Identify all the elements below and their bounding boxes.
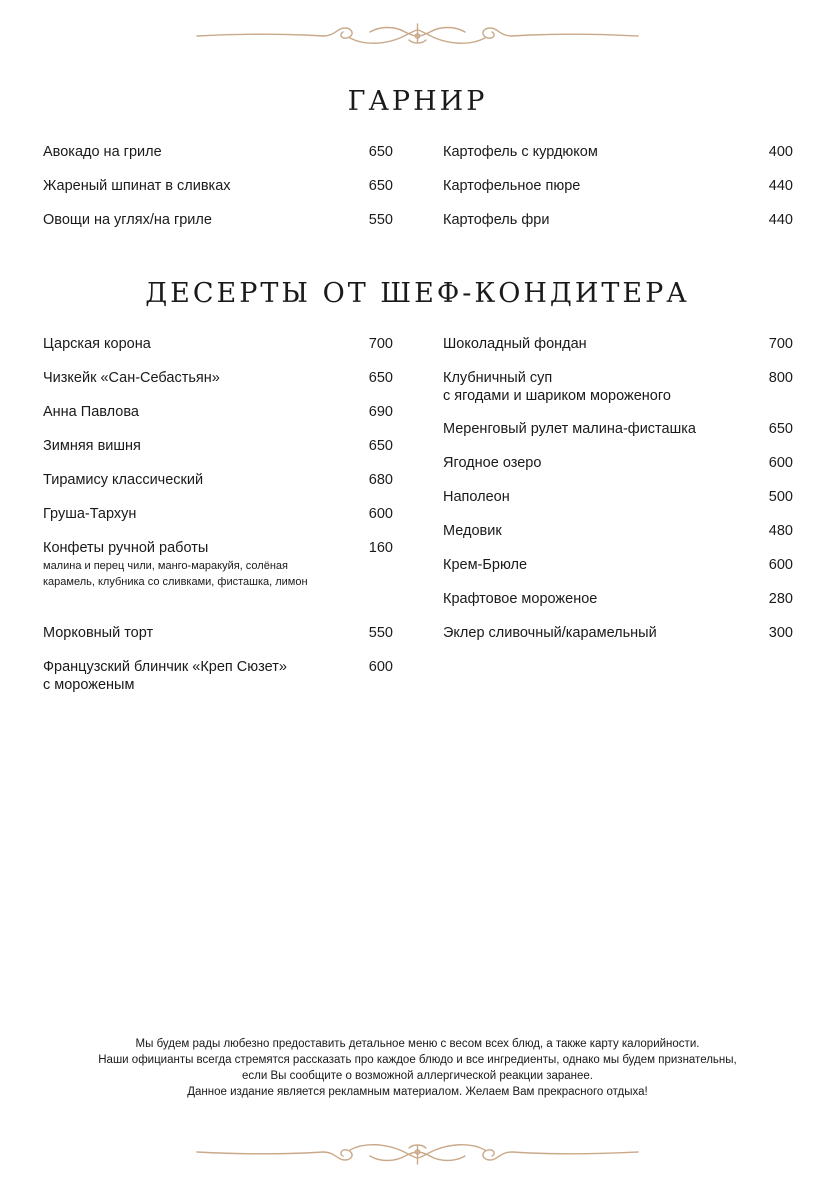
footer-line: Наши официанты всегда стремятся рассказать про каждое блюдо и все ингредиенты, однако мы будем признательны,	[98, 1054, 737, 1066]
item-price: 550	[368, 625, 393, 641]
item-name: Крафтовое мороженое	[443, 591, 598, 607]
item-name: Жареный шпинат в сливках	[43, 178, 231, 194]
footer-note	[20, 1036, 815, 1100]
item-price: 500	[768, 489, 793, 505]
menu-item	[43, 143, 393, 161]
menu-item	[43, 403, 393, 421]
menu-item	[43, 624, 393, 642]
item-name: Картофель с курдюком	[443, 144, 598, 160]
item-name: Картофельное пюре	[443, 178, 581, 194]
item-name: Чизкейк «Сан-Себастьян»	[43, 370, 220, 386]
item-price: 700	[768, 336, 793, 352]
menu-item	[43, 335, 393, 353]
item-price: 300	[768, 625, 793, 641]
menu-item	[43, 471, 393, 489]
item-name: Анна Павлова	[43, 404, 139, 420]
item-price: 680	[368, 472, 393, 488]
menu-item	[443, 143, 793, 161]
item-name: Морковный торт	[43, 625, 154, 641]
item-price: 480	[768, 523, 793, 539]
menu-item	[443, 556, 793, 574]
item-price: 650	[768, 421, 793, 437]
menu-item	[43, 369, 393, 387]
item-name: Авокадо на гриле	[43, 144, 162, 160]
item-price: 700	[368, 336, 393, 352]
item-price: 800	[768, 370, 793, 386]
item-price: 440	[768, 178, 793, 194]
menu-item	[443, 211, 793, 229]
menu-item	[43, 539, 393, 590]
menu-item	[43, 658, 393, 694]
item-price: 600	[768, 557, 793, 573]
menu-item	[443, 590, 793, 608]
menu-item	[43, 177, 393, 195]
footer-line: Данное издание является рекламным материалом. Желаем Вам прекрасного отдыха!	[187, 1086, 648, 1098]
item-price: 160	[368, 540, 393, 556]
item-name: Наполеон	[443, 489, 510, 505]
flourish-icon	[195, 1138, 640, 1168]
item-price: 690	[368, 404, 393, 420]
item-name: Меренговый рулет малина-фисташка	[443, 421, 696, 437]
menu-item	[443, 335, 793, 353]
menu-item	[443, 488, 793, 506]
menu-item	[43, 211, 393, 229]
flourish-icon	[195, 20, 640, 50]
menu-item	[443, 522, 793, 540]
item-name: Французский блинчик «Креп Сюзет» с мороженым	[43, 659, 287, 693]
item-name: Картофель фри	[443, 212, 550, 228]
item-price: 600	[368, 506, 393, 522]
item-name: Царская корона	[43, 336, 151, 352]
item-price: 600	[768, 455, 793, 471]
menu-item	[443, 420, 793, 438]
item-name: Конфеты ручной работы	[43, 540, 209, 556]
footer-line: Мы будем рады любезно предоставить детальное меню с весом всех блюд, а также карту калорийности.	[135, 1038, 700, 1050]
item-price: 600	[368, 659, 393, 675]
item-name: Груша-Тархун	[43, 506, 137, 522]
item-name: Эклер сливочный/карамельный	[443, 625, 657, 641]
item-price: 650	[368, 370, 393, 386]
item-description: малина и перец чили, манго-маракуйя, солёная карамель, клубника со сливками, фисташка, лимон	[43, 560, 308, 588]
menu-item	[443, 454, 793, 472]
item-price: 550	[368, 212, 393, 228]
item-price: 650	[368, 178, 393, 194]
menu-item	[443, 177, 793, 195]
item-name: Крем-Брюле	[443, 557, 528, 573]
menu-item	[443, 624, 793, 642]
item-name: Зимняя вишня	[43, 438, 141, 454]
item-name: Шоколадный фондан	[443, 336, 587, 352]
menu-item	[43, 437, 393, 455]
bottom-ornament	[195, 1138, 640, 1168]
section-title-desserts: ДЕСЕРТЫ ОТ ШЕФ-КОНДИТЕРА	[145, 278, 690, 309]
item-name: Ягодное озеро	[443, 455, 542, 471]
footer-line: если Вы сообщите о возможной аллергической реакции заранее.	[241, 1070, 593, 1082]
item-name: Тирамису классический	[43, 472, 204, 488]
top-ornament	[195, 20, 640, 50]
item-price: 650	[368, 144, 393, 160]
item-price: 440	[768, 212, 793, 228]
item-name: Медовик	[443, 523, 502, 539]
menu-item	[443, 369, 793, 405]
item-price: 400	[768, 144, 793, 160]
menu-item	[43, 505, 393, 523]
item-price: 280	[768, 591, 793, 607]
section-title-garnish: ГАРНИР	[347, 86, 488, 117]
item-price: 650	[368, 438, 393, 454]
item-name: Овощи на углях/на гриле	[43, 212, 212, 228]
item-name: Клубничный суп с ягодами и шариком мороженого	[443, 370, 671, 404]
